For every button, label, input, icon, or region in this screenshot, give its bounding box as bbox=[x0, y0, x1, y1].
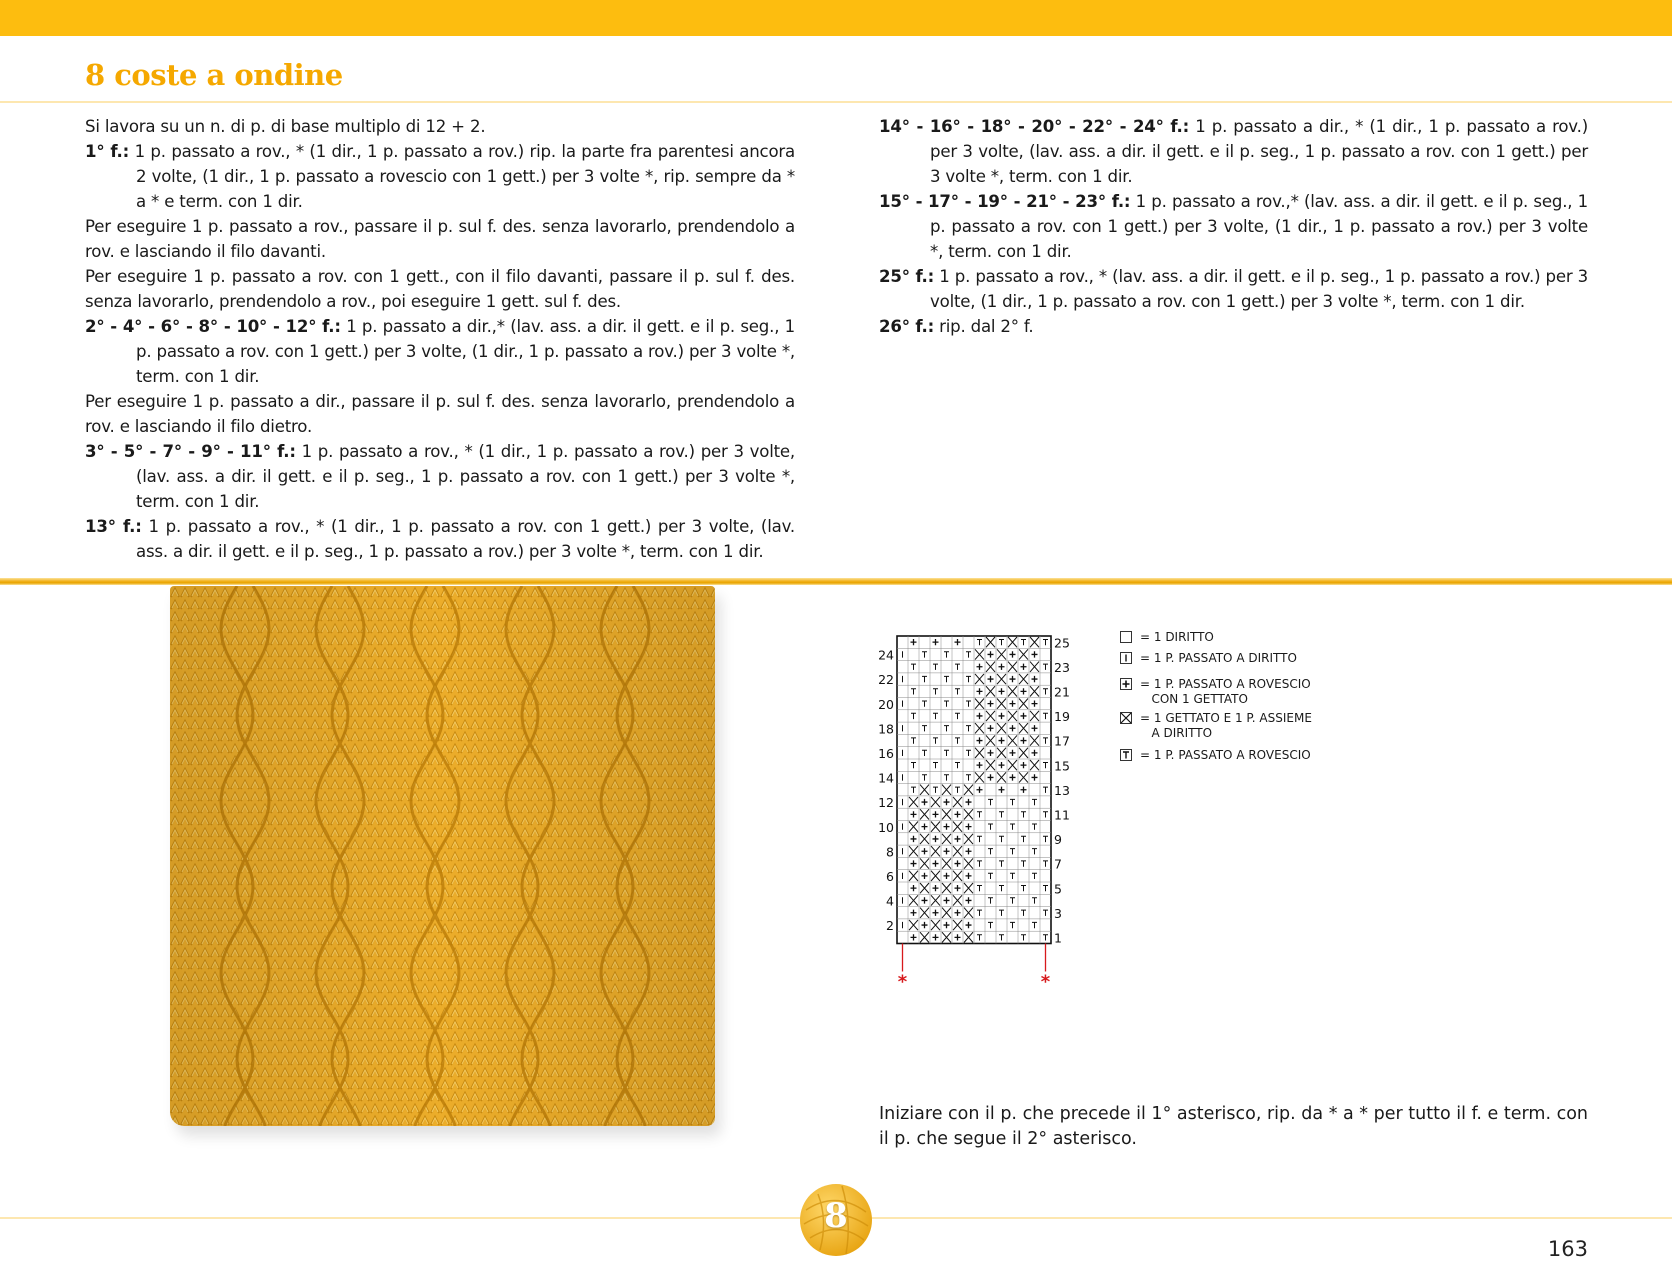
row-number-right: 7 bbox=[1054, 856, 1062, 872]
instruction-text: 1 p. passato a rov., * (1 dir., 1 p. passato a rov.) rip. la parte fra parentesi ancora 2 volte, (1 dir., 1 p. passato a rovescio con 1 gett.) per 3 volte *, rip. sempre da * a * e term. con 1 dir. bbox=[129, 142, 796, 211]
row-number-left: 6 bbox=[886, 869, 894, 884]
row-number-left: 2 bbox=[886, 918, 894, 934]
instruction-text: rip. dal 2° f. bbox=[934, 317, 1034, 336]
instruction-text: Per eseguire 1 p. passato a rov. con 1 gett., con il filo davanti, passare il p. sul f. des. senza lavorarlo, prendendolo a rov., poi eseguire 1 gett. sul f. des. bbox=[85, 267, 795, 311]
instruction-paragraph bbox=[879, 114, 1588, 189]
knitted-swatch-photo bbox=[170, 586, 715, 1126]
legend-item: = 1 GETTATO E 1 P. ASSIEME A DIRITTO bbox=[1120, 711, 1312, 741]
row-number-right: 19 bbox=[1054, 709, 1070, 725]
plus-square-icon bbox=[1120, 678, 1132, 690]
knitting-chart bbox=[870, 628, 1090, 988]
legend-item: = 1 P. PASSATO A ROVESCIO CON 1 GETTATO bbox=[1120, 677, 1311, 707]
row-label: 26° f.: bbox=[879, 317, 935, 336]
legend-item: = 1 DIRITTO bbox=[1120, 630, 1214, 645]
row-number-right: 3 bbox=[1054, 905, 1062, 921]
row-number-left: 14 bbox=[878, 770, 894, 786]
instruction-text: Per eseguire 1 p. passato a dir., passare il p. sul f. des. senza lavorarlo, prendendolo a rov. e lasciando il filo dietro. bbox=[85, 392, 795, 436]
instruction-paragraph bbox=[879, 264, 1588, 314]
row-label: 25° f.: bbox=[879, 267, 935, 286]
instruction-text: 1 p. passato a dir., * (1 dir., 1 p. passato a rov.) per 3 volte, (lav. ass. a dir. il gett. e il p. seg., 1 p. passato a rov. con 1 gett.) per 3 volte *, term. con 1 dir. bbox=[930, 117, 1588, 186]
instruction-text: 1 p. passato a rov., * (1 dir., 1 p. passato a rov.) per 3 volte, (lav. ass. a dir. il gett. e il p. seg., 1 p. passato a rov. con 1 gett.) per 3 volte *, term. con 1 dir. bbox=[136, 442, 796, 511]
empty-square-icon bbox=[1120, 631, 1132, 643]
row-number-left: 24 bbox=[878, 647, 894, 663]
instruction-paragraph bbox=[85, 514, 795, 564]
instruction-text: Si lavora su un n. di p. di base multiplo di 12 + 2. bbox=[85, 117, 486, 136]
row-label: 15° - 17° - 19° - 21° - 23° f.: bbox=[879, 192, 1131, 211]
row-number-left: 18 bbox=[878, 721, 894, 737]
legend-item: = 1 P. PASSATO A ROVESCIO bbox=[1120, 748, 1311, 763]
row-number-right: 21 bbox=[1054, 684, 1070, 700]
row-number-right: 15 bbox=[1054, 758, 1070, 774]
row-number-right: 13 bbox=[1054, 782, 1070, 798]
row-number-left: 16 bbox=[878, 746, 894, 761]
row-number-right: 11 bbox=[1054, 807, 1070, 823]
instruction-paragraph bbox=[85, 114, 795, 139]
instructions-right-column bbox=[879, 114, 1588, 339]
row-number-left: 12 bbox=[878, 795, 894, 811]
instruction-paragraph bbox=[85, 439, 795, 514]
instruction-text: 1 p. passato a dir.,* (lav. ass. a dir. il gett. e il p. seg., 1 p. passato a rov. con 1 gett.) per 3 volte, (1 dir., 1 p. passato a rov.) per 3 volte *, term. con 1 dir. bbox=[136, 317, 795, 386]
row-number-right: 9 bbox=[1054, 832, 1062, 848]
yarn-divider bbox=[0, 578, 1672, 585]
row-label: 13° f.: bbox=[85, 517, 142, 536]
instruction-text: 1 p. passato a rov., * (lav. ass. a dir. il gett. e il p. seg., 1 p. passato a rov.) per 3 volte, (1 dir., 1 p. passato a rov. con 1 gett.) per 3 volte *, term. con 1 dir. bbox=[930, 267, 1588, 311]
instruction-paragraph bbox=[85, 389, 795, 439]
row-label: 2° - 4° - 6° - 8° - 10° - 12° f.: bbox=[85, 317, 341, 336]
row-number-left: 20 bbox=[878, 696, 894, 712]
row-label: 1° f.: bbox=[85, 142, 130, 161]
row-number-right: 23 bbox=[1054, 659, 1070, 675]
row-number-left: 22 bbox=[878, 672, 894, 688]
instruction-paragraph bbox=[85, 314, 795, 389]
instruction-text: 1 p. passato a rov.,* (lav. ass. a dir. il gett. e il p. seg., 1 p. passato a rov. con 1 gett.) per 3 volte, (1 dir., 1 p. passato a rov.) per 3 volte *, term. con 1 dir. bbox=[930, 192, 1588, 261]
row-number-right: 5 bbox=[1054, 881, 1062, 897]
cross-square-icon bbox=[1120, 712, 1132, 724]
instruction-text: 1 p. passato a rov., * (1 dir., 1 p. passato a rov. con 1 gett.) per 3 volte, (lav. ass. a dir. il gett. e il p. seg., 1 p. passato a rov.) per 3 volte *, term. con 1 dir. bbox=[136, 517, 795, 561]
t-square-icon bbox=[1120, 749, 1132, 761]
row-label: 3° - 5° - 7° - 9° - 11° f.: bbox=[85, 442, 296, 461]
legend-item: = 1 P. PASSATO A DIRITTO bbox=[1120, 651, 1297, 666]
instruction-paragraph bbox=[85, 139, 795, 214]
row-number-left: 8 bbox=[886, 844, 894, 860]
section-number: 8 bbox=[824, 1196, 848, 1236]
instruction-paragraph bbox=[879, 189, 1588, 264]
row-number-left: 4 bbox=[886, 893, 894, 909]
instruction-paragraph bbox=[85, 264, 795, 314]
instructions-left-column bbox=[85, 114, 795, 564]
row-label: 14° - 16° - 18° - 20° - 22° - 24° f.: bbox=[879, 117, 1190, 136]
row-number-left: 10 bbox=[878, 819, 894, 835]
instruction-text: Per eseguire 1 p. passato a rov., passare il p. sul f. des. senza lavorarlo, prendendolo a rov. e lasciando il filo davanti. bbox=[85, 217, 795, 261]
page-title: 8 coste a ondine bbox=[85, 58, 343, 92]
row-number-right: 25 bbox=[1054, 635, 1070, 651]
chart-note: Iniziare con il p. che precede il 1° asterisco, rip. da * a * per tutto il f. e term. con il p. che segue il 2° asterisco. bbox=[879, 1104, 1588, 1149]
repeat-asterisk: * bbox=[897, 971, 908, 988]
title-divider bbox=[0, 101, 1672, 103]
repeat-asterisk: * bbox=[1040, 971, 1051, 988]
instruction-paragraph bbox=[879, 314, 1588, 339]
vertical-bar-square-icon bbox=[1120, 652, 1132, 664]
top-accent-bar bbox=[0, 0, 1672, 36]
row-number-right: 1 bbox=[1054, 930, 1062, 946]
row-number-right: 17 bbox=[1054, 733, 1070, 749]
page-number: 163 bbox=[1547, 1237, 1588, 1261]
instruction-paragraph bbox=[85, 214, 795, 264]
